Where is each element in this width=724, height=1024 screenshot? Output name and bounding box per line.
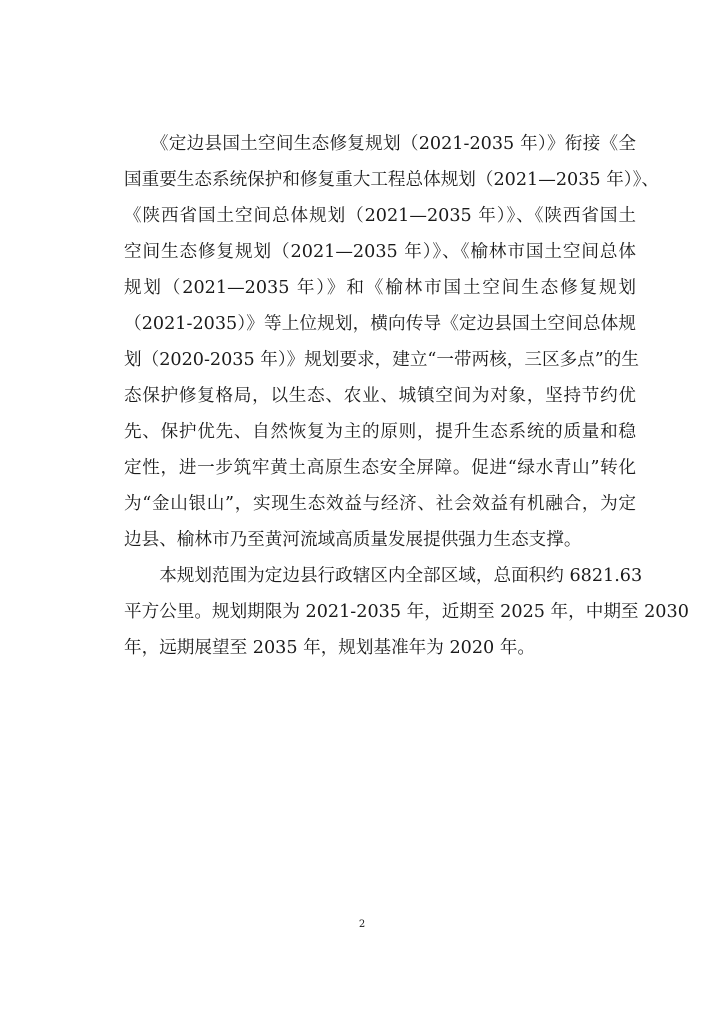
text-line: 《定边县国土空间生态修复规划（2021-2035 年）》衔接《全 — [124, 134, 636, 154]
text-line: 先、保护优先、自然恢复为主的原则，提升生态系统的质量和稳 — [124, 422, 636, 442]
page-number: 2 — [358, 919, 366, 930]
text-line: 态保护修复格局，以生态、农业、城镇空间为对象，坚持节约优 — [124, 386, 636, 406]
text-line: 年，远期展望至 2035 年，规划基准年为 2020 年。 — [124, 638, 536, 658]
text-line: 平方公里。规划期限为 2021-2035 年，近期至 2025 年，中期至 2030 — [124, 602, 689, 622]
text-line: 国重要生态系统保护和修复重大工程总体规划（2021—2035 年）》、 — [124, 170, 659, 190]
text-line: 为“金山银山”，实现生态效益与经济、社会效益有机融合，为定 — [124, 494, 636, 514]
text-line: 划（2020-2035 年）》规划要求，建立“一带两核，三区多点”的生 — [124, 350, 639, 370]
text-line: 边县、榆林市乃至黄河流域高质量发展提供强力生态支撑。 — [124, 530, 582, 550]
text-line: 规划（2021—2035 年）》和《榆林市国土空间生态修复规划 — [124, 278, 636, 298]
text-line: 《陕西省国土空间总体规划（2021—2035 年）》、《陕西省国土 — [124, 206, 636, 226]
text-line: （2021-2035）》等上位规划，横向传导《定边县国土空间总体规 — [124, 314, 636, 334]
text-line: 本规划范围为定边县行政辖区内全部区域，总面积约 6821.63 — [124, 566, 643, 586]
text-line: 定性，进一步筑牢黄土高原生态安全屏障。促进“绿水青山”转化 — [124, 458, 636, 478]
text-line: 空间生态修复规划（2021—2035 年）》、《榆林市国土空间总体 — [124, 242, 636, 262]
